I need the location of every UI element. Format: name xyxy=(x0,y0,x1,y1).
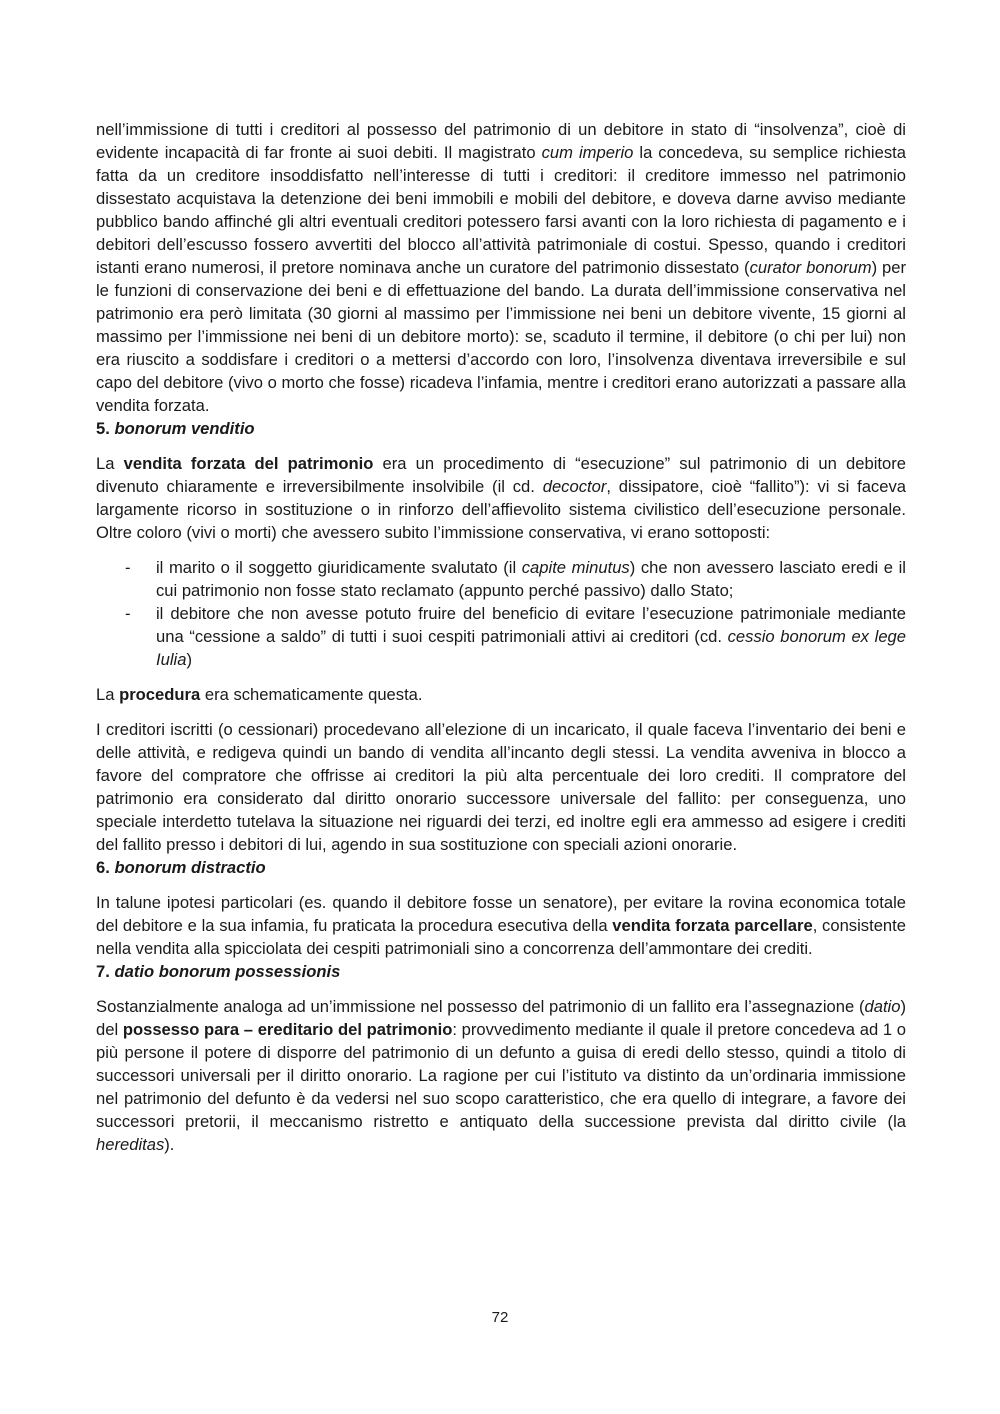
text-run: ) che non avessero lasciato eredi e il cui patrimonio non fosse stato reclamato (appunto perché passivo) dallo Stato; xyxy=(156,558,906,600)
section-heading-7 xyxy=(96,960,906,983)
italic-term: capite minutus xyxy=(521,558,630,577)
paragraph-distractio xyxy=(96,891,906,960)
paragraph-immissione xyxy=(96,118,906,417)
heading-number: 7. xyxy=(96,962,115,981)
italic-term: decoctor xyxy=(542,477,607,496)
text-run: In talune ipotesi particolari (es. quando il debitore fosse un senatore), per evitare la rovina economica totale del debitore e la sua infamia, fu praticata la procedura esecutiva della xyxy=(96,893,906,935)
list-item xyxy=(96,556,906,602)
text-run: nell’immissione di tutti i creditori al possesso del patrimonio di un debitore in stato di “insolvenza”, cioè di evidente incapacità di far fronte ai suoi debiti. Il magistrato xyxy=(96,120,906,162)
heading-number: 6. xyxy=(96,858,115,877)
text-run: La xyxy=(96,685,120,704)
dash-list xyxy=(96,556,906,671)
text-run: I creditori iscritti (o cessionari) procedevano all’elezione di un incaricato, il quale faceva l’inventario dei beni e delle attività, e redigeva quindi un bando di vendita all’incanto degli stessi. La vendita avveniva in blocco a favore del compratore che offrisse ai creditori la più alta percentuale dei loro crediti. Il compratore del patrimonio era considerato dal diritto onorario successore universale del fallito: per conseguenza, uno speciale interdetto tutelava la situazione nei riguardi dei terzi, ed inoltre egli era ammesso ad esigere i crediti del fallito presso i debitori di lui, agendo in sua sostituzione con speciali azioni onorarie. xyxy=(96,720,906,854)
bold-term: vendita forzata parcellare xyxy=(612,916,813,935)
italic-term: hereditas xyxy=(96,1135,165,1154)
heading-title: bonorum venditio xyxy=(114,419,255,438)
text-run: il marito o il soggetto giuridicamente svalutato (il xyxy=(156,558,522,577)
italic-term: datio xyxy=(864,997,901,1016)
paragraph-procedura xyxy=(96,683,906,706)
italic-term: cessio bonorum ex lege Iulia xyxy=(156,627,906,669)
text-run: , dissipatore, cioè “fallito”): vi si faceva largamente ricorso in sostituzione o in rinforzo dell’affievolito sistema civilistico dell’esecuzione personale. Oltre coloro (vivi o morti) che avessero subito l’immissione conservativa, vi erano sottoposti: xyxy=(96,477,906,542)
heading-title: datio bonorum possessionis xyxy=(114,962,341,981)
list-item xyxy=(96,602,906,671)
paragraph-creditori-iscritti xyxy=(96,718,906,856)
text-run: : provvedimento mediante il quale il pretore concedeva ad 1 o più persone il potere di disporre del patrimonio di un defunto a guisa di eredi dello stesso, quindi a titolo di successori universali per il diritto onorario. La ragione per cui l’istituto va distinto da un’ordinaria immissione nel patrimonio del defunto è da vedersi nel suo scopo caratteristico, che era quello di integrare, a favore dei successori pretorii, il meccanismo ristretto e antiquato della successione prevista dal diritto civile (la xyxy=(96,1020,906,1131)
paragraph-datio xyxy=(96,995,906,1156)
italic-term: cum imperio xyxy=(541,143,634,162)
text-run: ). xyxy=(164,1135,175,1154)
bold-term: procedura xyxy=(119,685,201,704)
text-run: La xyxy=(96,454,124,473)
text-run: , consistente nella vendita alla spicciolata dei cespiti patrimoniali sino a concorrenza dell’ammontare dei crediti. xyxy=(96,916,906,958)
paragraph-vendita-forzata xyxy=(96,452,906,544)
heading-number: 5. xyxy=(96,419,115,438)
document-page xyxy=(96,118,906,1156)
text-run: ) xyxy=(186,650,192,669)
section-heading-6 xyxy=(96,856,906,879)
text-run: era schematicamente questa. xyxy=(200,685,423,704)
text-run: il debitore che non avesse potuto fruire del beneficio di evitare l’esecuzione patrimoniale mediante una “cessione a saldo” di tutti i suoi cespiti patrimoniali attivi ai creditori (cd. xyxy=(156,604,906,646)
italic-term: curator bonorum xyxy=(749,258,872,277)
text-run: ) del xyxy=(96,997,906,1039)
text-run: era un procedimento di “esecuzione” sul patrimonio di un debitore divenuto chiaramente e irreversibilmente insolvibile (il cd. xyxy=(96,454,906,496)
bold-term: possesso para – ereditario del patrimonio xyxy=(122,1020,453,1039)
text-run: Sostanzialmente analoga ad un’immissione nel possesso del patrimonio di un fallito era l’assegnazione ( xyxy=(96,997,865,1016)
text-run: la concedeva, su semplice richiesta fatta da un creditore insoddisfatto nell’interesse di tutti i creditori: il creditore immesso nel patrimonio dissestato acquistava la detenzione dei beni immobili e mobili del debitore, e doveva darne avviso mediante pubblico bando affinché gli altri eventuali creditori potessero farsi avanti con la loro richiesta di pagamento e i debitori dell’escusso fossero avvertiti del blocco all’attività patrimoniale di costui. Spesso, quando i creditori istanti erano numerosi, il pretore nominava anche un curatore del patrimonio dissestato ( xyxy=(96,143,906,277)
page-number: 72 xyxy=(491,1309,509,1326)
section-heading-5 xyxy=(96,417,906,440)
heading-title: bonorum distractio xyxy=(114,858,266,877)
bold-term: vendita forzata del patrimonio xyxy=(123,454,374,473)
text-run: ) per le funzioni di conservazione dei beni e di effettuazione del bando. La durata dell’immissione conservativa nel patrimonio era però limitata (30 giorni al massimo per l’immissione nei beni un debitore vivente, 15 giorni al massimo per l’immissione nei beni di un debitore morto): se, scaduto il termine, il debitore (o chi per lui) non era riuscito a soddisfare i creditori o a mettersi d’accordo con loro, l’insolvenza diventava irreversibile e sul capo del debitore (vivo o morto che fosse) ricadeva l’infamia, mentre i creditori erano autorizzati a passare alla vendita forzata. xyxy=(96,258,906,415)
